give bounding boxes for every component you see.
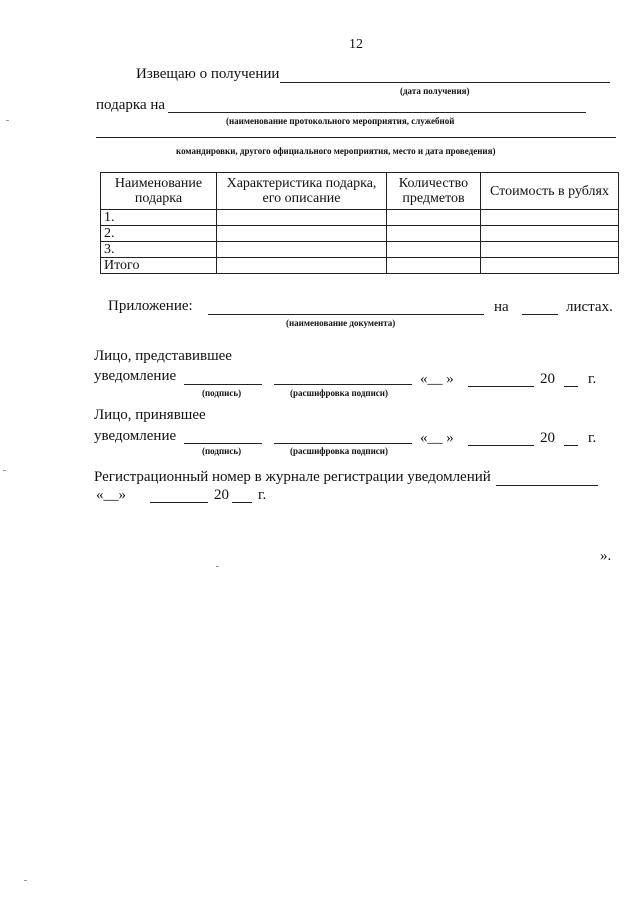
gift-at-label: подарка на	[96, 97, 166, 113]
submitter-decode-line[interactable]	[274, 384, 412, 385]
receiver-decode-caption: (расшифровка подписи)	[290, 446, 388, 456]
row-label: 3.	[101, 242, 217, 258]
receiver-signature-line[interactable]	[184, 443, 262, 444]
cell-cost[interactable]	[481, 210, 619, 226]
submitter-signature-line[interactable]	[184, 384, 262, 385]
scan-speck	[216, 566, 219, 567]
receiver-day: «__ »	[420, 430, 454, 446]
cell-cost[interactable]	[481, 242, 619, 258]
receiver-month-line[interactable]	[468, 445, 534, 446]
table-header-row	[101, 173, 619, 210]
cell-description[interactable]	[217, 258, 387, 274]
table-row	[101, 242, 619, 258]
table-row	[101, 210, 619, 226]
cell-quantity[interactable]	[387, 258, 481, 274]
registration-number-line[interactable]	[496, 485, 598, 486]
cell-description[interactable]	[217, 242, 387, 258]
cell-cost[interactable]	[481, 226, 619, 242]
receipt-date-caption: (дата получения)	[400, 86, 470, 96]
attachment-doc-line[interactable]	[208, 314, 484, 315]
registration-year-prefix: 20	[214, 487, 229, 503]
row-label: 1.	[101, 210, 217, 226]
receiver-year-line[interactable]	[564, 445, 578, 446]
cell-quantity[interactable]	[387, 226, 481, 242]
submitter-sign-caption: (подпись)	[202, 388, 242, 398]
registration-day: «__»	[96, 487, 126, 503]
table-row-total	[101, 258, 619, 274]
cell-quantity[interactable]	[387, 210, 481, 226]
submitter-month-line[interactable]	[468, 386, 534, 387]
submitter-day: «__ »	[420, 371, 454, 387]
header-description: Характеристика подарка, его описание	[217, 173, 387, 210]
cell-quantity[interactable]	[387, 242, 481, 258]
receiver-line1: Лицо, принявшее	[94, 407, 206, 423]
submitter-year-suffix: г.	[588, 371, 597, 387]
page-number: 12	[349, 37, 363, 52]
scan-speck	[6, 120, 9, 121]
cell-description[interactable]	[217, 226, 387, 242]
submitter-line1: Лицо, представившее	[94, 348, 232, 364]
attachment-on: на	[494, 299, 509, 315]
registration-year-suffix: г.	[258, 487, 267, 503]
submitter-year-prefix: 20	[540, 371, 555, 387]
receiver-decode-line[interactable]	[274, 443, 412, 444]
notice-intro: Извещаю о получении	[136, 66, 280, 82]
receipt-date-line[interactable]	[280, 82, 610, 83]
submitter-decode-caption: (расшифровка подписи)	[290, 388, 388, 398]
row-label: Итого	[101, 258, 217, 274]
header-gift-name: Наименование подарка	[101, 173, 217, 210]
header-quantity: Количество предметов	[387, 173, 481, 210]
attachment-doc-caption: (наименование документа)	[286, 318, 396, 328]
event-name-line[interactable]	[168, 112, 586, 113]
event-details-line[interactable]	[96, 137, 616, 138]
event-caption-2: командировки, другого официального мероприятия, место и дата проведения)	[176, 146, 496, 156]
registration-year-line[interactable]	[232, 502, 252, 503]
attachment-label: Приложение:	[108, 298, 193, 314]
registration-month-line[interactable]	[150, 502, 208, 503]
closing-quote: ».	[600, 548, 612, 564]
attachment-sheets: листах.	[566, 299, 613, 315]
attachment-sheets-line[interactable]	[522, 314, 558, 315]
registration-label: Регистрационный номер в журнале регистрации уведомлений	[94, 469, 491, 485]
submitter-year-line[interactable]	[564, 386, 578, 387]
header-cost: Стоимость в рублях	[481, 173, 619, 210]
receiver-year-suffix: г.	[588, 430, 597, 446]
cell-description[interactable]	[217, 210, 387, 226]
row-label: 2.	[101, 226, 217, 242]
receiver-sign-caption: (подпись)	[202, 446, 242, 456]
cell-cost[interactable]	[481, 258, 619, 274]
event-caption-1: (наименование протокольного мероприятия, служебной	[226, 116, 455, 126]
submitter-line2: уведомление	[94, 368, 177, 384]
receiver-year-prefix: 20	[540, 430, 555, 446]
scan-speck	[24, 880, 27, 881]
table-row	[101, 226, 619, 242]
scan-speck	[3, 470, 6, 471]
gift-table	[100, 172, 619, 274]
receiver-line2: уведомление	[94, 428, 177, 444]
